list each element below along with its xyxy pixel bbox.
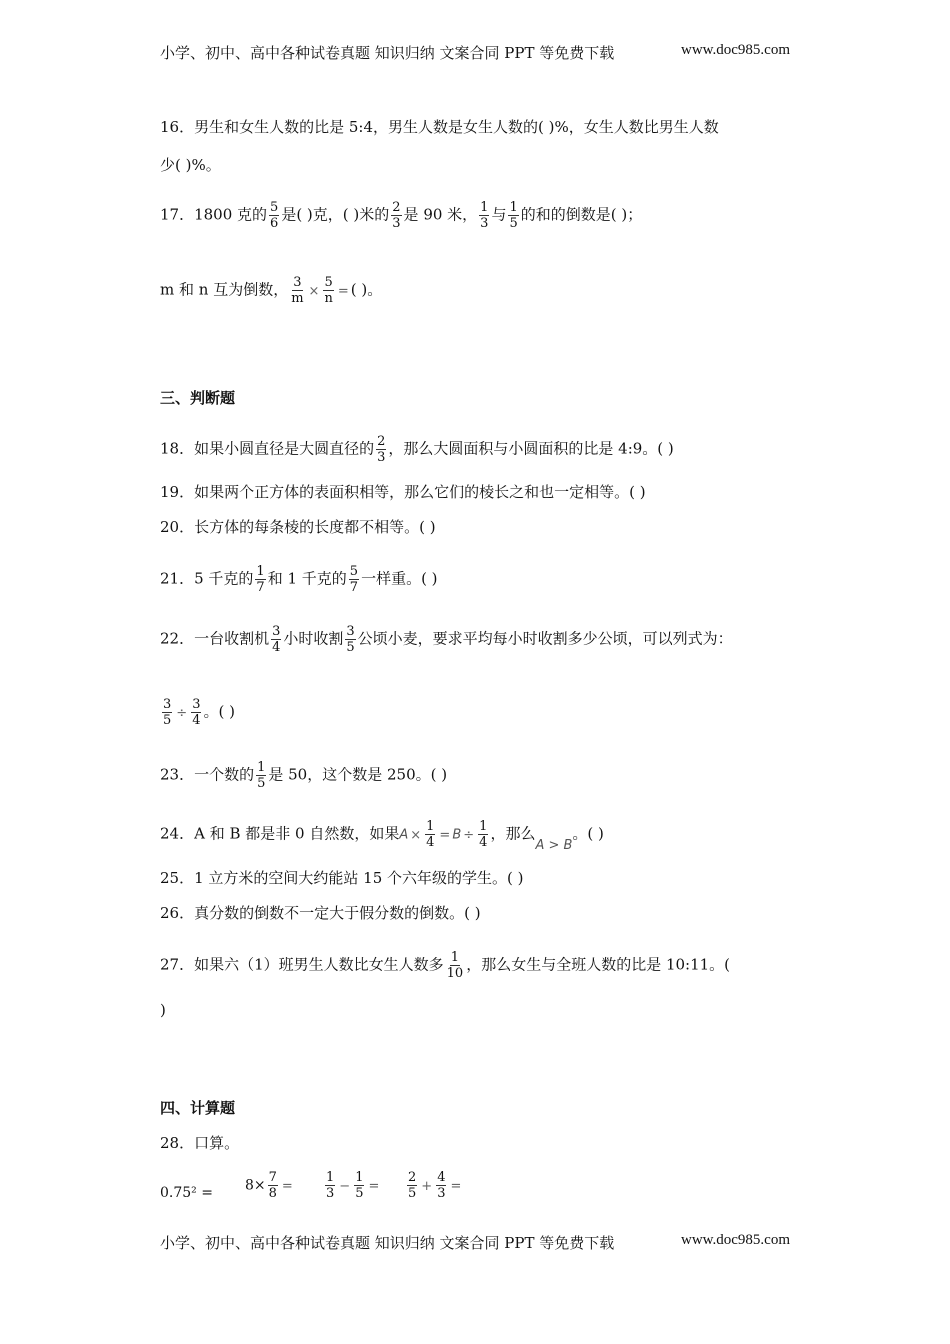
q17-fraction-5 — [290, 275, 304, 306]
q21-fraction-2 — [349, 564, 359, 595]
q20: 20．长方体的每条棱的长度都不相等。( ) — [160, 518, 436, 536]
q17-fraction-4 — [508, 200, 518, 231]
q27-line1 — [160, 950, 730, 981]
q17-text-b: 是( )克，( )米的 — [281, 205, 390, 224]
q17-fraction-6 — [323, 275, 333, 306]
section-3-heading: 三、判断题 — [160, 389, 236, 407]
q17-line2-text-b: ( )。 — [350, 280, 383, 299]
calc-4-fraction-2 — [436, 1170, 446, 1201]
q22-line2 — [160, 697, 235, 728]
fraction-numerator: 5 — [324, 275, 333, 290]
equals-sign: = — [450, 1178, 462, 1194]
q17-fraction-3 — [479, 200, 489, 231]
footer-url: www.doc985.com — [680, 1232, 790, 1248]
q18 — [160, 434, 674, 465]
calc-2 — [245, 1170, 295, 1201]
fraction-numerator: 5 — [349, 564, 359, 579]
q22-text-b: 小时收割 — [283, 629, 344, 648]
var-a: A — [399, 827, 409, 843]
q21-text-a: 21．5 千克的 — [160, 569, 254, 588]
fraction-denominator: 5 — [346, 640, 355, 655]
plus-sign: + — [421, 1178, 433, 1194]
times-sign: × — [308, 283, 320, 299]
section-4-heading: 四、计算题 — [160, 1099, 236, 1117]
q22-fraction-1 — [271, 624, 281, 655]
fraction-denominator: 4 — [272, 640, 281, 655]
fraction-numerator: 2 — [408, 1170, 417, 1185]
calc-4-fraction-1 — [407, 1170, 417, 1201]
q17-text-d: 与 — [491, 205, 507, 224]
fraction-numerator: 1 — [450, 950, 460, 965]
fraction-numerator: 1 — [256, 564, 265, 579]
fraction-numerator: 1 — [326, 1170, 335, 1185]
q21-fraction-1 — [255, 564, 265, 595]
q17-fraction-1 — [269, 200, 279, 231]
q22-line1 — [160, 624, 733, 655]
q18-text-b: ，那么大圆面积与小圆面积的比是 4:9。( ) — [388, 439, 674, 458]
q28-title: 28．口算。 — [160, 1134, 240, 1152]
q24-text-b: ，那么 — [490, 824, 536, 843]
header-text: 小学、初中、高中各种试卷真题 知识归纳 文案合同 PPT 等免费下载 — [160, 44, 615, 62]
fraction-numerator: 4 — [437, 1170, 446, 1185]
q24-fraction-2 — [478, 819, 488, 850]
calc-3-fraction-1 — [325, 1170, 335, 1201]
fraction-numerator: 1 — [257, 760, 266, 775]
q17-line2 — [160, 275, 382, 306]
fraction-denominator: 7 — [256, 580, 265, 595]
fraction-numerator: 1 — [426, 819, 435, 834]
fraction-denominator: 5 — [355, 1186, 364, 1201]
q19: 19．如果两个正方体的表面积相等，那么它们的棱长之和也一定相等。( ) — [160, 483, 646, 501]
comparison: A > B — [535, 837, 573, 853]
fraction-denominator: 5 — [257, 776, 266, 791]
fraction-denominator: 3 — [392, 216, 401, 231]
fraction-denominator: 4 — [192, 713, 201, 728]
calc-3 — [323, 1170, 381, 1201]
page-header — [160, 42, 790, 63]
q27-fraction — [446, 950, 465, 981]
footer-text: 小学、初中、高中各种试卷真题 知识归纳 文案合同 PPT 等免费下载 — [160, 1234, 615, 1252]
fraction-numerator: 3 — [192, 697, 201, 712]
fraction-denominator: m — [291, 291, 304, 306]
q16-line2: 少( )%。 — [160, 156, 221, 174]
q27-text-a: 27．如果六（1）班男生人数比女生人数多 — [160, 955, 444, 974]
fraction-denominator: n — [324, 291, 333, 306]
equals-sign: = — [368, 1178, 380, 1194]
fraction-denominator: 4 — [426, 835, 435, 850]
q17-text-c: 是 90 米， — [403, 205, 478, 224]
fraction-numerator: 1 — [355, 1170, 364, 1185]
page-footer — [160, 1232, 790, 1253]
minus-sign: − — [339, 1178, 351, 1194]
fraction-numerator: 3 — [163, 697, 172, 712]
fraction-denominator: 4 — [479, 835, 488, 850]
divide-sign: ÷ — [176, 705, 188, 721]
fraction-numerator: 3 — [272, 624, 281, 639]
equals-sign: = — [439, 827, 451, 843]
fraction-denominator: 3 — [437, 1186, 446, 1201]
fraction-numerator: 5 — [270, 200, 279, 215]
q17-line2-text-a: m 和 n 互为倒数， — [160, 280, 289, 299]
fraction-denominator: 3 — [480, 216, 489, 231]
q22-text-c: 公顷小麦，要求平均每小时收割多少公顷，可以列式为： — [357, 629, 733, 648]
q24-text-c: 。( ) — [572, 824, 604, 843]
calc-4 — [405, 1170, 463, 1201]
q27-line2: ) — [160, 1001, 166, 1019]
q22-fraction-2 — [345, 624, 355, 655]
q21 — [160, 564, 438, 595]
q18-fraction — [376, 434, 386, 465]
q23-text-a: 23．一个数的 — [160, 765, 255, 784]
var-b: B — [452, 827, 462, 843]
fraction-numerator: 3 — [346, 624, 355, 639]
q27-text-b: ，那么女生与全班人数的比是 10:11。( — [466, 955, 731, 974]
fraction-numerator: 1 — [480, 200, 489, 215]
q24 — [160, 819, 604, 853]
fraction-denominator: 7 — [349, 580, 359, 595]
divide-sign: ÷ — [463, 827, 475, 843]
calc-3-fraction-2 — [354, 1170, 364, 1201]
fraction-numerator: 7 — [268, 1170, 277, 1185]
times-sign: × — [410, 827, 422, 843]
q17-line1 — [160, 200, 642, 231]
fraction-denominator: 3 — [377, 450, 386, 465]
header-url: www.doc985.com — [680, 42, 790, 58]
calc-1: 0.75² = — [160, 1185, 213, 1201]
q23 — [160, 760, 447, 791]
fraction-denominator: 5 — [408, 1186, 417, 1201]
q22-fraction-3 — [162, 697, 172, 728]
fraction-numerator: 1 — [479, 819, 488, 834]
q18-text-a: 18．如果小圆直径是大圆直径的 — [160, 439, 375, 458]
fraction-denominator: 3 — [326, 1186, 335, 1201]
fraction-denominator: 10 — [446, 966, 464, 981]
fraction-denominator: 5 — [509, 216, 518, 231]
q26: 26．真分数的倒数不一定大于假分数的倒数。( ) — [160, 904, 481, 922]
q16-line1: 16．男生和女生人数的比是 5:4，男生人数是女生人数的( )%，女生人数比男生人数 — [160, 118, 719, 136]
fraction-denominator: 6 — [270, 216, 279, 231]
q17-text-e: 的和的倒数是( )； — [520, 205, 643, 224]
calc-2-text: 8× — [245, 1177, 266, 1194]
q23-fraction — [256, 760, 266, 791]
q25: 25．1 立方米的空间大约能站 15 个六年级的学生。( ) — [160, 869, 524, 887]
fraction-denominator: 8 — [268, 1186, 277, 1201]
q21-text-b: 和 1 千克的 — [267, 569, 347, 588]
fraction-numerator: 2 — [377, 434, 386, 449]
fraction-numerator: 1 — [509, 200, 518, 215]
fraction-numerator: 2 — [392, 200, 401, 215]
fraction-numerator: 3 — [293, 275, 302, 290]
q21-text-c: 一样重。( ) — [361, 569, 438, 588]
q24-fraction-1 — [425, 819, 435, 850]
q17-text-a: 17．1800 克的 — [160, 205, 268, 224]
q24-text-a: 24．A 和 B 都是非 0 自然数，如果 — [160, 824, 400, 843]
fraction-denominator: 5 — [163, 713, 172, 728]
equals-sign: = — [281, 1178, 293, 1194]
q17-fraction-2 — [391, 200, 401, 231]
equals-sign: = — [337, 283, 349, 299]
q22-text-a: 22．一台收割机 — [160, 629, 270, 648]
q23-text-b: 是 50，这个数是 250。( ) — [268, 765, 448, 784]
calc-2-fraction — [268, 1170, 278, 1201]
q22-fraction-4 — [191, 697, 201, 728]
q22-line2-end: 。( ) — [203, 702, 235, 721]
